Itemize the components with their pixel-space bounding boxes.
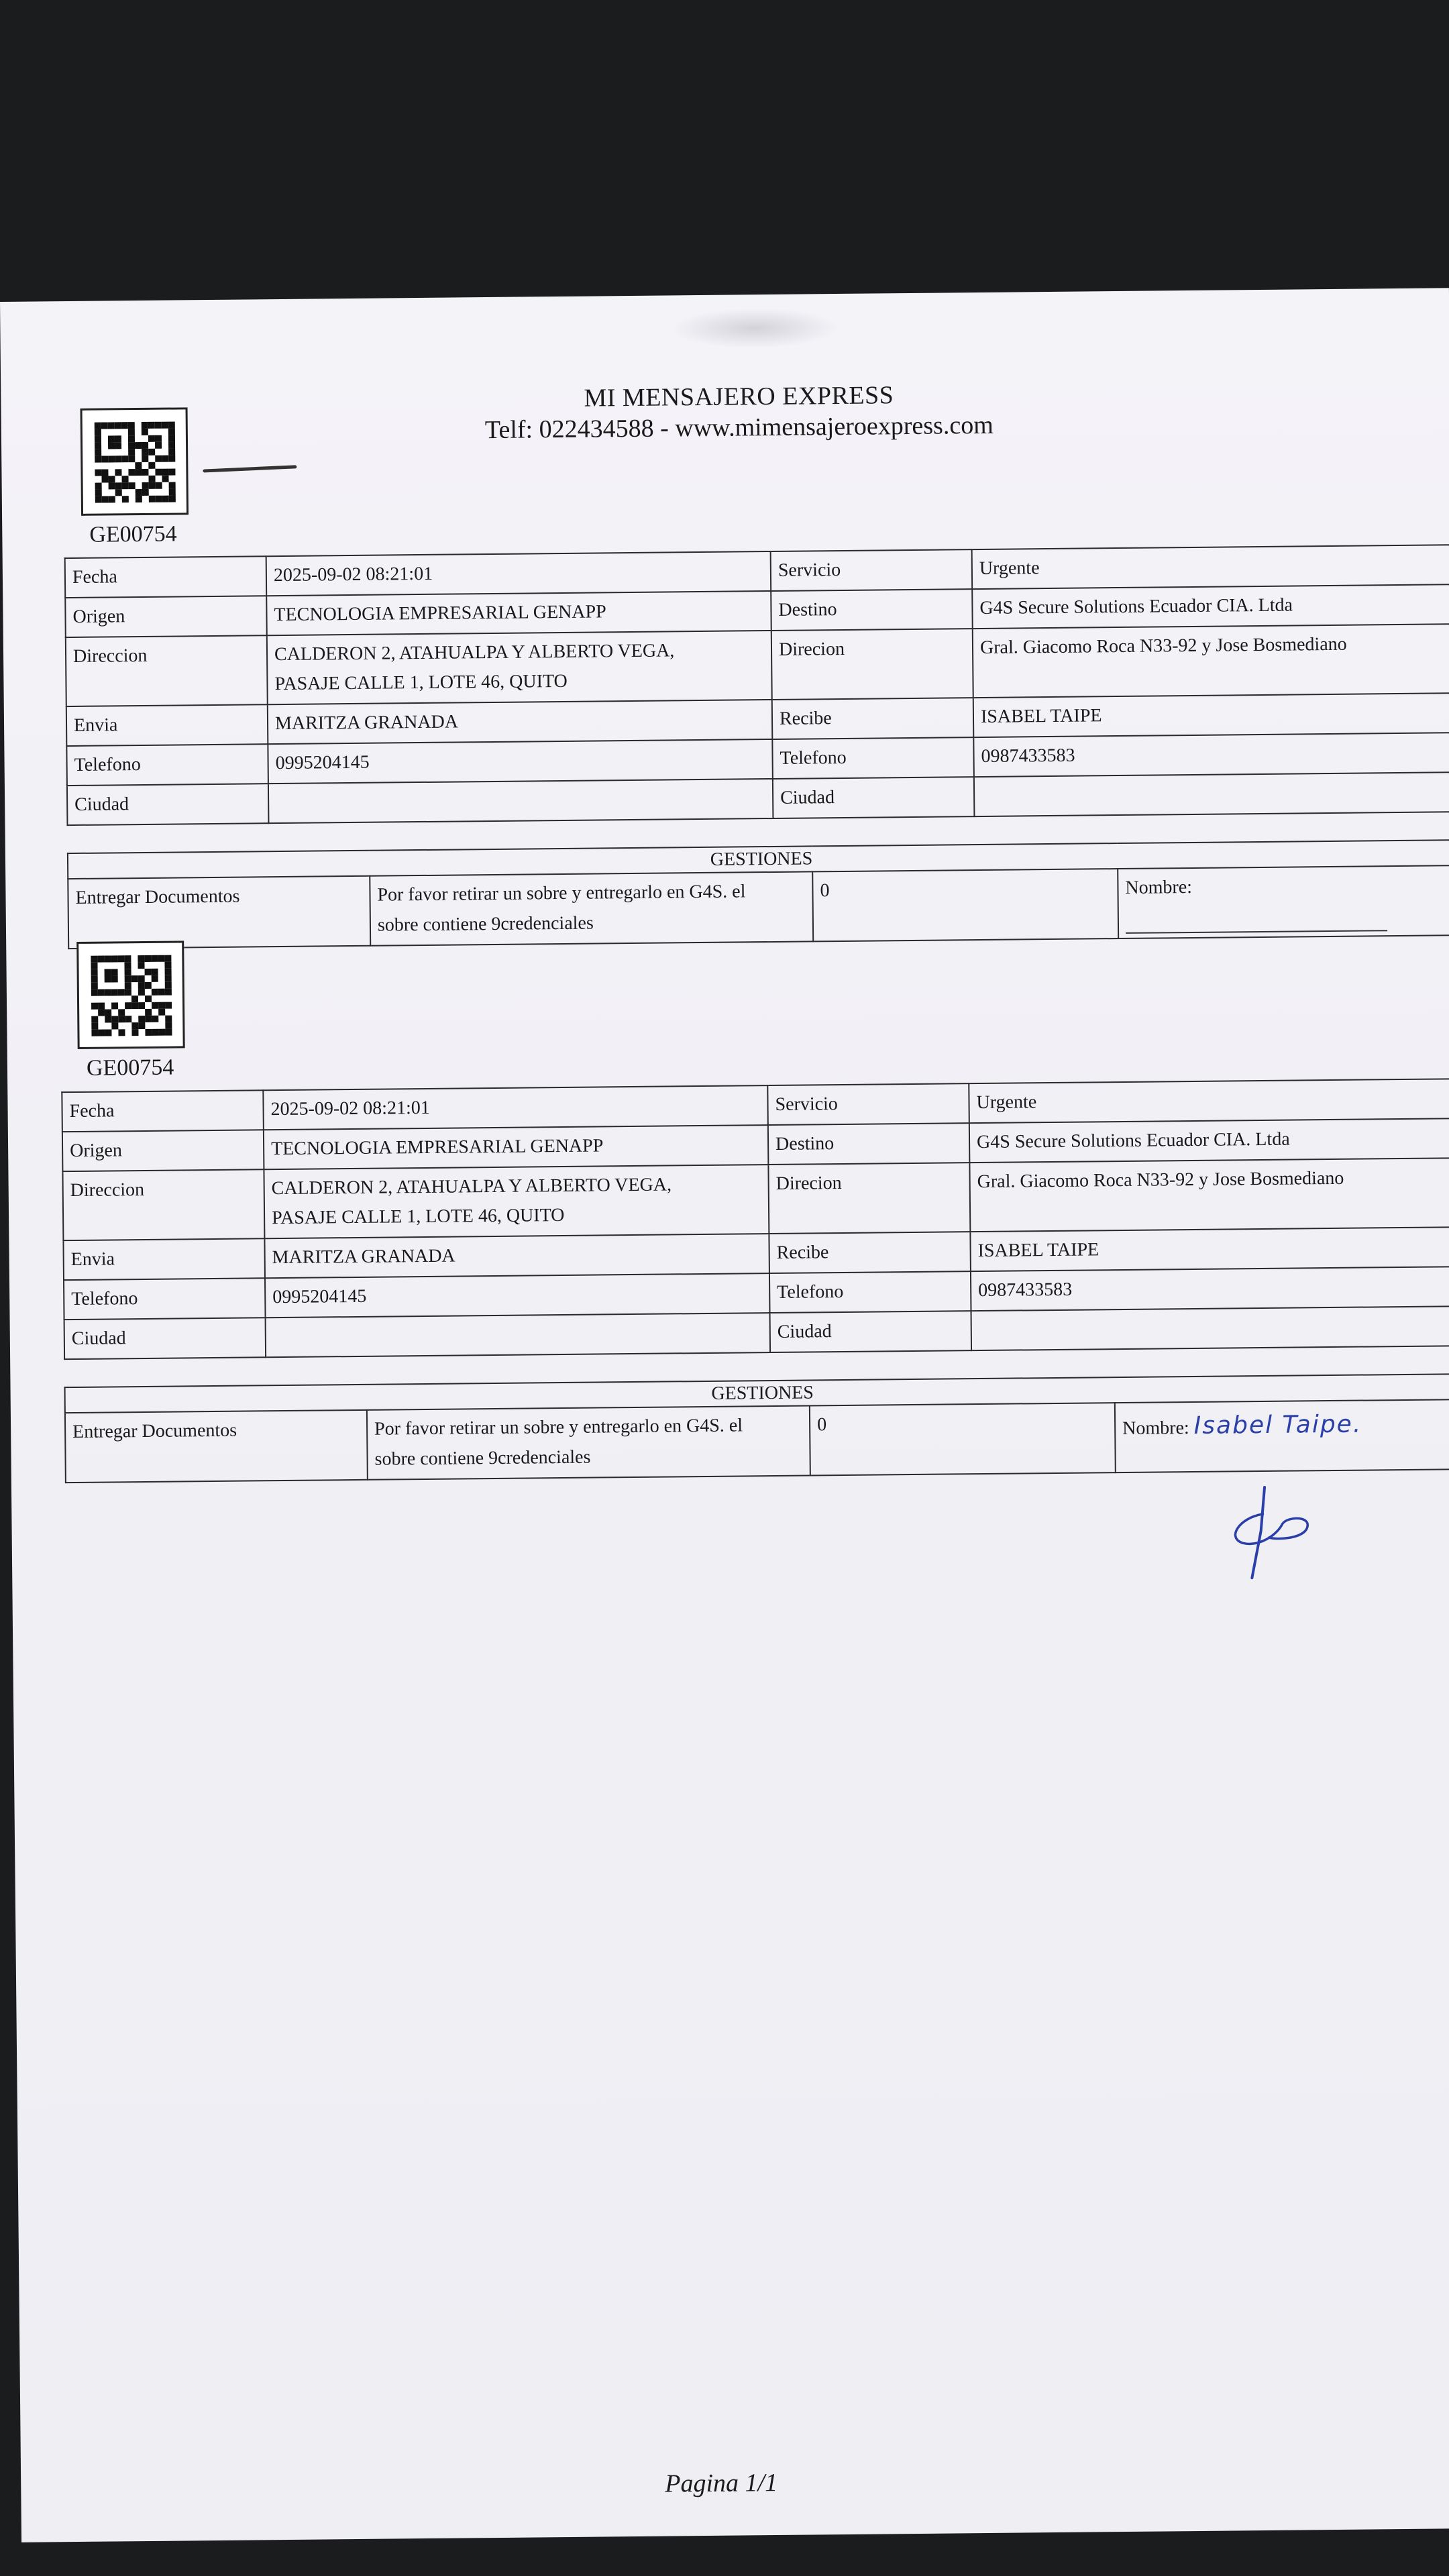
value-fecha: 2025-09-02 08:21:01 bbox=[266, 551, 771, 596]
nombre-label: Nombre: bbox=[1122, 1417, 1189, 1440]
description-line-1: Por favor retirar un sobre y entregarlo en G4S. el bbox=[374, 1415, 743, 1440]
nombre-cell bbox=[1118, 866, 1449, 938]
value-direccion-destino: Gral. Giacomo Roca N33-92 y Jose Bosmediano bbox=[969, 1158, 1449, 1232]
value-servicio: Urgente bbox=[972, 545, 1449, 589]
value-ciudad-origen bbox=[268, 779, 773, 823]
label-direccion-destino: Direcion bbox=[768, 1163, 970, 1234]
label-servicio: Servicio bbox=[771, 549, 973, 591]
value-destino: G4S Secure Solutions Ecuador CIA. Ltda bbox=[972, 584, 1449, 629]
value-envia: MARITZA GRANADA bbox=[264, 1234, 769, 1278]
nombre-label: Nombre: bbox=[1125, 877, 1193, 899]
address-line-1: CALDERON 2, ATAHUALPA Y ALBERTO VEGA, bbox=[271, 1174, 672, 1199]
address-line-2: PASAJE CALLE 1, LOTE 46, QUITO bbox=[274, 671, 568, 695]
value-direccion-origen bbox=[264, 1165, 769, 1239]
delivery-receipt-page bbox=[0, 288, 1449, 2542]
label-telefono-recibe: Telefono bbox=[772, 737, 974, 779]
label-direccion: Direccion bbox=[66, 635, 268, 706]
label-ciudad: Ciudad bbox=[67, 784, 269, 825]
table-row bbox=[68, 866, 1449, 949]
label-telefono: Telefono bbox=[64, 1278, 266, 1320]
label-destino: Destino bbox=[771, 589, 973, 631]
description-line-2: sobre contiene 9credenciales bbox=[377, 912, 594, 936]
handwritten-name: Isabel Taipe. bbox=[1193, 1410, 1362, 1440]
document-header bbox=[403, 379, 1075, 446]
description-line-2: sobre contiene 9credenciales bbox=[374, 1446, 591, 1470]
label-envia: Envia bbox=[66, 704, 268, 746]
gestion-description bbox=[367, 1406, 810, 1480]
label-telefono-recibe: Telefono bbox=[769, 1271, 971, 1313]
value-telefono-envia: 0995204145 bbox=[268, 739, 773, 784]
gestion-type: Entregar Documentos bbox=[68, 876, 370, 949]
gestion-type: Entregar Documentos bbox=[65, 1410, 368, 1483]
label-servicio: Servicio bbox=[767, 1083, 969, 1125]
label-recibe: Recibe bbox=[772, 698, 974, 739]
value-ciudad-destino bbox=[971, 1306, 1449, 1350]
label-fecha: Fecha bbox=[62, 1090, 264, 1132]
label-ciudad: Ciudad bbox=[64, 1318, 266, 1359]
value-recibe: ISABEL TAIPE bbox=[973, 693, 1449, 737]
value-fecha: 2025-09-02 08:21:01 bbox=[263, 1085, 768, 1130]
company-name: MI MENSAJERO EXPRESS bbox=[584, 381, 894, 413]
value-telefono-recibe: 0987433583 bbox=[971, 1267, 1449, 1311]
label-telefono: Telefono bbox=[66, 744, 268, 786]
description-line-1: Por favor retirar un sobre y entregarlo en G4S. el bbox=[377, 881, 746, 906]
label-envia: Envia bbox=[63, 1238, 265, 1280]
gestion-quantity: 0 bbox=[810, 1403, 1116, 1476]
address-line-2: PASAJE CALLE 1, LOTE 46, QUITO bbox=[271, 1205, 565, 1229]
guide-code: GE00754 bbox=[89, 521, 177, 547]
label-origen: Origen bbox=[62, 1130, 264, 1171]
qr-code-icon bbox=[76, 941, 185, 1049]
table-row bbox=[65, 1400, 1449, 1483]
value-telefono-envia: 0995204145 bbox=[265, 1273, 770, 1318]
gestiones-table-1 bbox=[67, 839, 1449, 949]
gestion-description bbox=[370, 872, 813, 946]
value-destino: G4S Secure Solutions Ecuador CIA. Ltda bbox=[969, 1118, 1449, 1163]
gestiones-table-2 bbox=[64, 1373, 1449, 1483]
guide-table-1 bbox=[64, 544, 1449, 825]
label-fecha: Fecha bbox=[65, 556, 267, 598]
label-recibe: Recibe bbox=[769, 1232, 971, 1273]
value-ciudad-destino bbox=[974, 772, 1449, 816]
nombre-blank-line bbox=[1126, 910, 1387, 934]
value-direccion-origen bbox=[267, 631, 772, 705]
value-origen: TECNOLOGIA EMPRESARIAL GENAPP bbox=[264, 1125, 769, 1169]
company-contact: Telf: 022434588 - www.mimensajeroexpress.com bbox=[484, 411, 994, 445]
gestiones-heading: GESTIONES bbox=[68, 840, 1449, 879]
value-origen: TECNOLOGIA EMPRESARIAL GENAPP bbox=[266, 591, 771, 635]
label-ciudad-destino: Ciudad bbox=[773, 777, 975, 818]
guide-table-2 bbox=[61, 1078, 1449, 1360]
pen-mark bbox=[203, 465, 297, 472]
label-direccion: Direccion bbox=[62, 1169, 264, 1240]
qr-code-icon bbox=[80, 407, 189, 516]
nombre-cell bbox=[1115, 1400, 1449, 1473]
gestiones-heading: GESTIONES bbox=[65, 1374, 1449, 1413]
value-ciudad-origen bbox=[266, 1313, 771, 1357]
label-destino: Destino bbox=[768, 1123, 970, 1165]
table-row bbox=[62, 1158, 1449, 1241]
label-origen: Origen bbox=[65, 596, 267, 637]
value-telefono-recibe: 0987433583 bbox=[973, 733, 1449, 777]
value-direccion-destino: Gral. Giacomo Roca N33-92 y Jose Bosmediano bbox=[973, 624, 1449, 698]
gestion-quantity: 0 bbox=[812, 869, 1118, 941]
value-servicio: Urgente bbox=[969, 1079, 1449, 1123]
page-number: Pagina 1/1 bbox=[665, 2469, 778, 2498]
label-direccion-destino: Direcion bbox=[771, 629, 973, 700]
label-ciudad-destino: Ciudad bbox=[770, 1311, 972, 1352]
staple-mark bbox=[671, 307, 839, 349]
address-line-1: CALDERON 2, ATAHUALPA Y ALBERTO VEGA, bbox=[274, 639, 675, 665]
value-envia: MARITZA GRANADA bbox=[268, 700, 773, 744]
guide-code: GE00754 bbox=[86, 1055, 174, 1081]
table-row bbox=[66, 624, 1449, 706]
value-recibe: ISABEL TAIPE bbox=[970, 1227, 1449, 1271]
signature-icon bbox=[1212, 1477, 1328, 1592]
